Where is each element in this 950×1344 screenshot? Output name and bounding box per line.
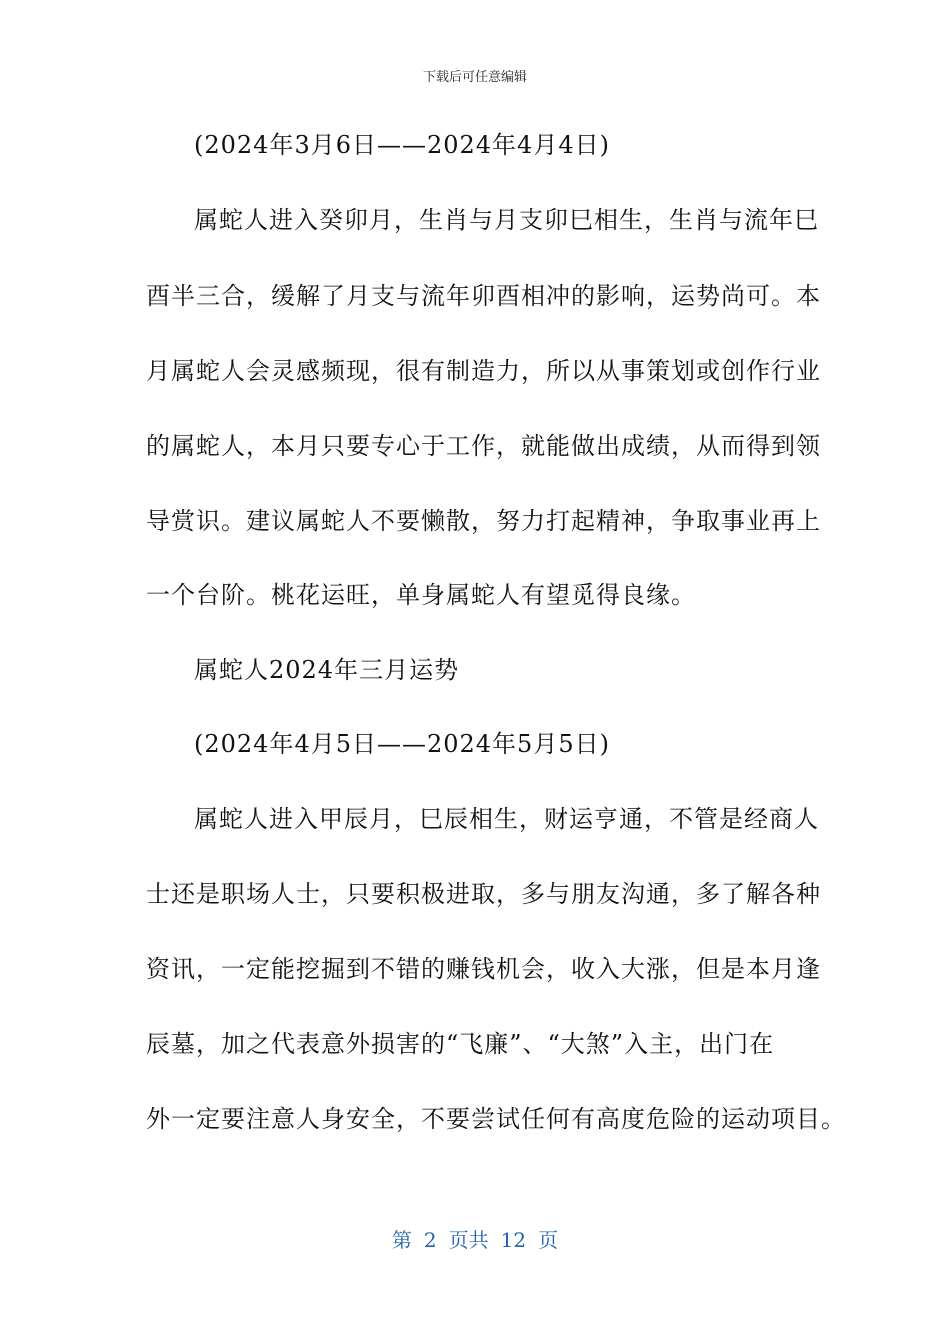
paragraph-line: 酉半三合，缓解了月支与流年卯酉相冲的影响，运势尚可。本 bbox=[146, 282, 821, 310]
paragraph-line: 属蛇人进入癸卯月，生肖与月支卯巳相生，生肖与流年巳 bbox=[194, 206, 819, 234]
footer-ye: 页 bbox=[538, 1228, 559, 1252]
paragraph-line: 外一定要注意人身安全，不要尝试任何有高度危险的运动项目。 bbox=[146, 1105, 846, 1133]
current-page-number: 2 bbox=[423, 1228, 437, 1252]
paragraph-line: 属蛇人进入甲辰月，巳辰相生，财运亨通，不管是经商人 bbox=[194, 805, 819, 833]
paragraph-line: 资讯，一定能挖掘到不错的赚钱机会，收入大涨，但是本月逢 bbox=[146, 955, 821, 983]
footer-ye-gong: 页共 bbox=[448, 1228, 489, 1252]
page-footer bbox=[0, 1224, 950, 1253]
date-range-line: (2024年3月6日——2024年4月4日) bbox=[194, 131, 610, 159]
date-range-line: (2024年4月5日——2024年5月5日) bbox=[194, 730, 610, 758]
footer-di: 第 bbox=[391, 1228, 412, 1252]
paragraph-line: 月属蛇人会灵感频现，很有制造力，所以从事策划或创作行业 bbox=[146, 357, 821, 385]
total-page-number: 12 bbox=[500, 1228, 527, 1252]
page-header: 下载后可任意编辑 bbox=[422, 70, 527, 85]
paragraph-line: 辰墓，加之代表意外损害的“飞廉”、“大煞”入主，出门在 bbox=[146, 1030, 775, 1058]
paragraph-line: 一个台阶。桃花运旺，单身属蛇人有望觅得良缘。 bbox=[146, 581, 696, 609]
paragraph-line: 的属蛇人，本月只要专心于工作，就能做出成绩，从而得到领 bbox=[146, 432, 821, 460]
paragraph-line: 导赏识。建议属蛇人不要懒散，努力打起精神，争取事业再上 bbox=[146, 507, 821, 535]
paragraph-line: 士还是职场人士，只要积极进取，多与朋友沟通，多了解各种 bbox=[146, 880, 821, 908]
section-heading: 属蛇人2024年三月运势 bbox=[194, 656, 460, 684]
